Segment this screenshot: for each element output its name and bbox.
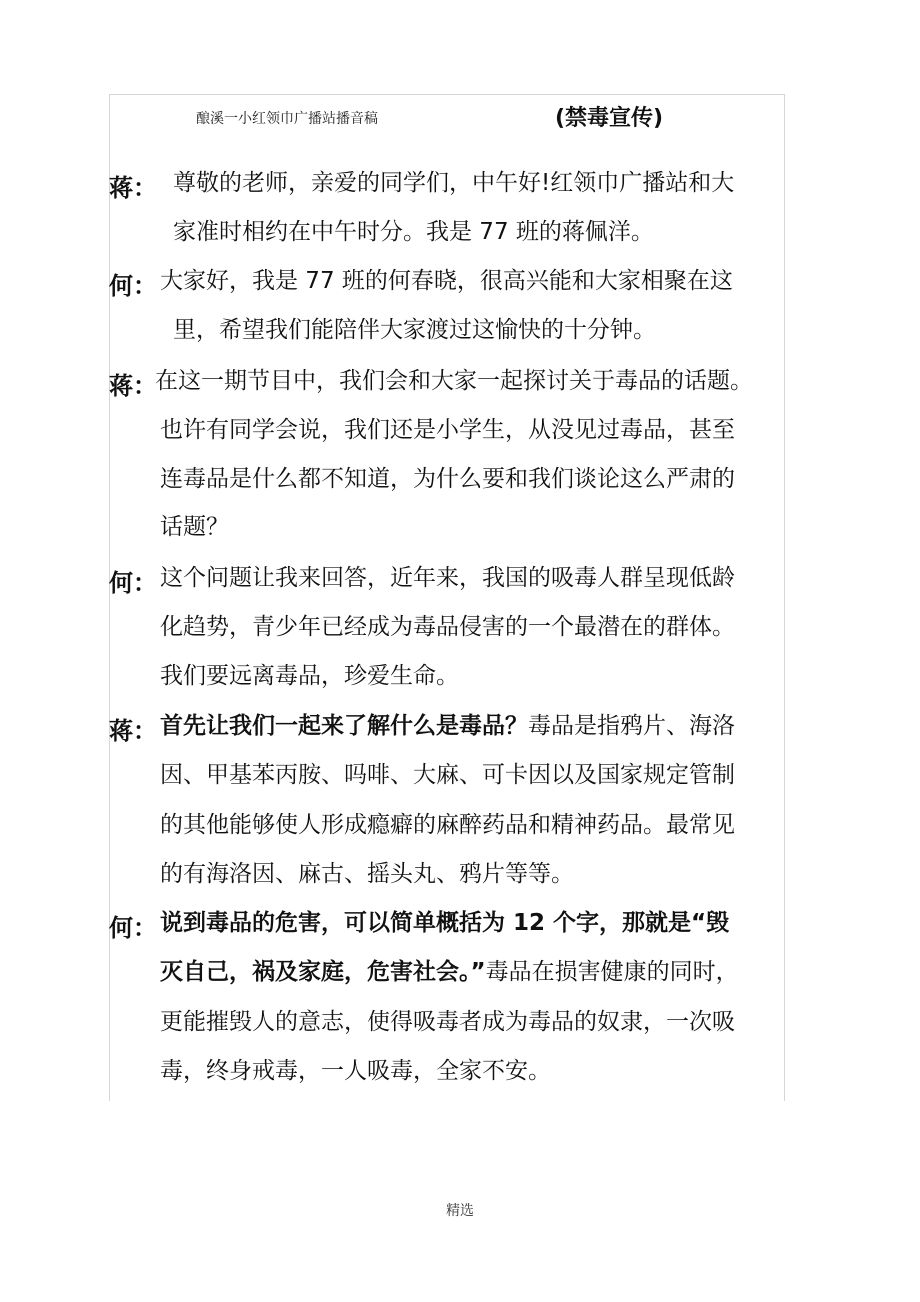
- script-line: 化趋势，青少年已经成为毒品侵害的一个最潜在的群体。: [160, 614, 735, 640]
- script-line: 家准时相约在中午时分。我是 77 班的蒋佩洋。: [173, 219, 654, 245]
- station-title: 酿溪一小红领巾广播站播音稿: [196, 111, 378, 127]
- script-line: 话题？: [160, 514, 229, 540]
- script-line: 在这一期节目中，我们会和大家一起探讨关于毒品的话题。: [155, 368, 753, 394]
- script-line: 更能摧毁人的意志，使得吸毒者成为毒品的奴隶，一次吸: [160, 1009, 735, 1035]
- speaker-label: 蒋：: [109, 717, 157, 745]
- script-line-bold: 说到毒品的危害，可以简单概括为 12 个字，那就是“毁: [160, 910, 730, 936]
- page-footer: 精选: [446, 1203, 474, 1219]
- topic-title: (禁毒宣传): [555, 106, 664, 131]
- script-line: 的有海洛因、麻古、摇头丸、鸦片等等。: [160, 861, 574, 887]
- script-line: 我们要远离毒品，珍爱生命。: [160, 663, 459, 689]
- script-line: 里，希望我们能陪伴大家渡过这愉快的十分钟。: [173, 317, 656, 343]
- speaker-label: 何：: [109, 914, 157, 942]
- script-line: 的其他能够使人形成瘾癖的麻醉药品和精神药品。最常见: [160, 812, 735, 838]
- speaker-label: 蒋：: [109, 174, 157, 202]
- speaker-label: 何：: [109, 272, 157, 300]
- speaker-label: 何：: [109, 569, 157, 597]
- script-line: 也许有同学会说，我们还是小学生，从没见过毒品，甚至: [160, 417, 735, 443]
- script-line: 尊敬的老师，亲爱的同学们，中午好!红领巾广播站和大: [173, 170, 735, 196]
- script-line-bold: 首先让我们一起来了解什么是毒品？: [160, 713, 528, 739]
- script-line: 毒，终身戒毒，一人吸毒，全家不安。: [160, 1058, 551, 1084]
- script-line: 连毒品是什么都不知道，为什么要和我们谈论这么严肃的: [160, 466, 735, 492]
- script-line-rest: 毒品是指鸦片、海洛: [528, 713, 735, 739]
- script-line: 因、甲基苯丙胺、吗啡、大麻、可卡因以及国家规定管制: [160, 762, 735, 788]
- script-line: [160, 957, 739, 987]
- script-line: 这个问题让我来回答，近年来，我国的吸毒人群呈现低龄: [160, 565, 735, 591]
- script-line: [160, 711, 735, 741]
- script-line: 大家好，我是 77 班的何春晓，很高兴能和大家相聚在这: [160, 268, 733, 294]
- script-line-bold: 灭自己，祸及家庭，危害社会。”: [160, 959, 486, 985]
- speaker-label: 蒋：: [109, 372, 157, 400]
- script-line-rest: 毒品在损害健康的同时，: [485, 959, 739, 985]
